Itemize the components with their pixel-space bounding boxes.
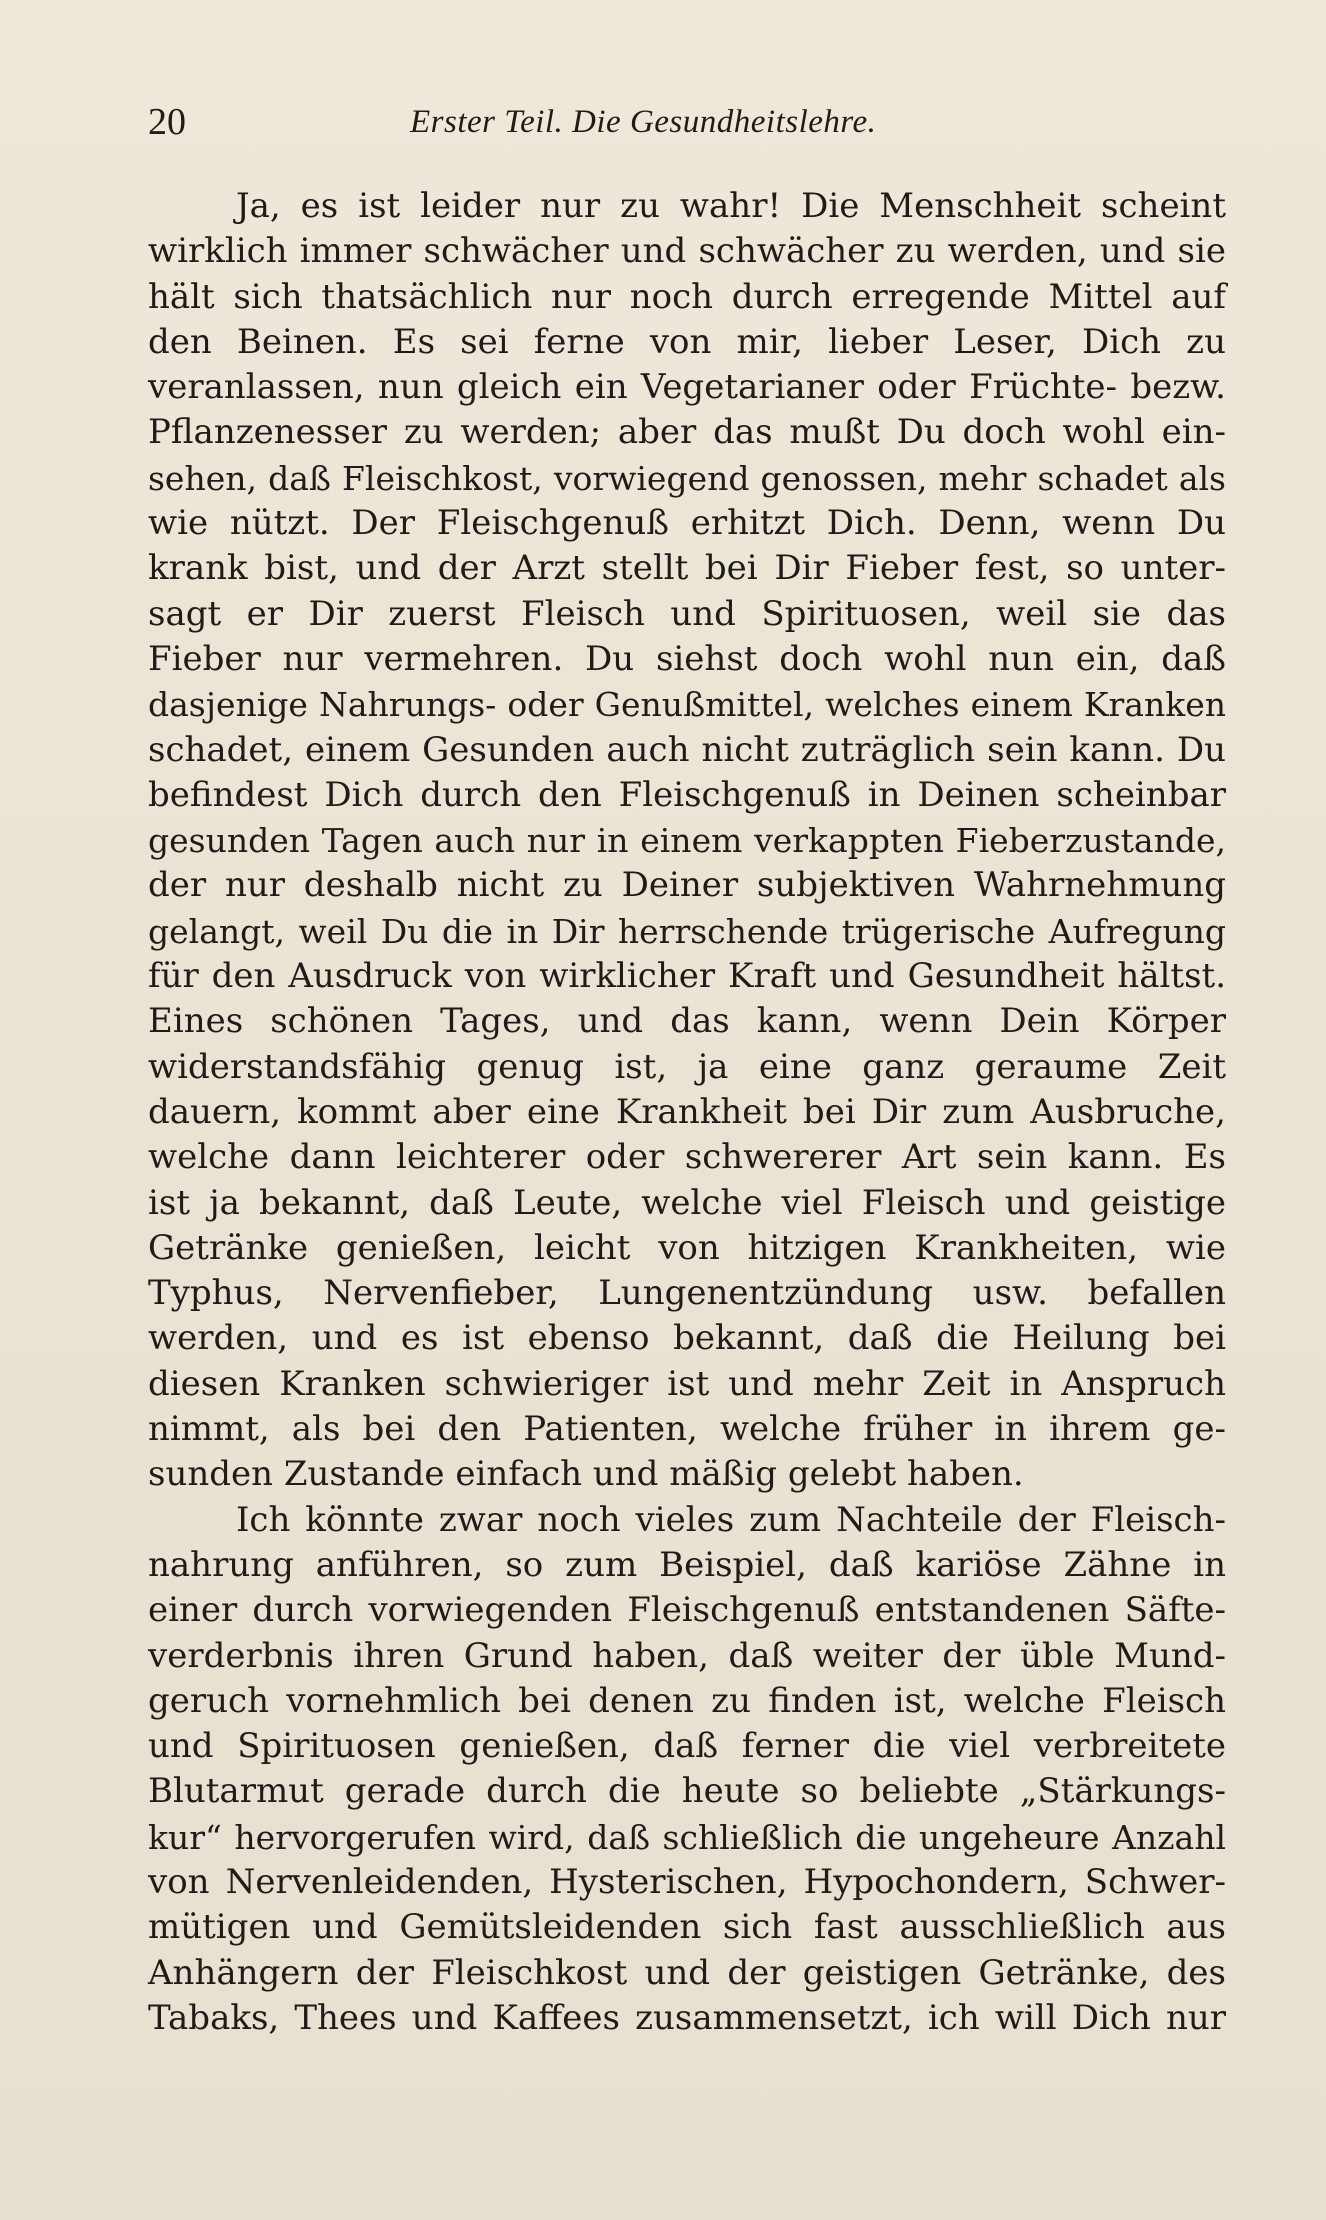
text-line: Pflanzenesser zu werden; aber das mußt Du doch wohl ein-: [148, 412, 1226, 453]
text-line: verderbnis ihren Grund haben, daß weiter der üble Mund-: [148, 1635, 1226, 1676]
text-line: nimmt, als bei den Patienten, welche früher in ihrem ge-: [148, 1409, 1226, 1450]
text-line: ist ja bekannt, daß Leute, welche viel Fleisch und geistige: [148, 1182, 1226, 1223]
text-line: mütigen und Gemütsleidenden sich fast ausschließlich aus: [148, 1907, 1226, 1948]
text-line: und Spirituosen genießen, daß ferner die viel verbreitete: [148, 1726, 1226, 1767]
text-line: einer durch vorwiegenden Fleischgenuß entstandenen Säfte-: [148, 1590, 1226, 1631]
text-line: befindest Dich durch den Fleischgenuß in Deinen scheinbar: [148, 774, 1226, 815]
body-text: [148, 184, 1226, 2041]
text-line: Anhängern der Fleischkost und der geistigen Getränke, des: [148, 1952, 1226, 1993]
page-number: 20: [148, 101, 186, 143]
text-line: den Beinen. Es sei ferne von mir, lieber Leser, Dich zu: [148, 321, 1226, 362]
text-line: von Nervenleidenden, Hysterischen, Hypochondern, Schwer-: [148, 1861, 1226, 1902]
paragraph-1: [148, 184, 1226, 1498]
text-line: veranlassen, nun gleich ein Vegetarianer oder Früchte- bezw.: [148, 367, 1226, 408]
text-line: hält sich thatsächlich nur noch durch erregende Mittel auf: [148, 276, 1226, 317]
text-line: der nur deshalb nicht zu Deiner subjektiven Wahrnehmung: [148, 865, 1226, 906]
text-line: wirklich immer schwächer und schwächer zu werden, und sie: [148, 231, 1226, 272]
text-line: dasjenige Nahrungs- oder Genußmittel, welches einem Kranken: [148, 685, 1226, 725]
text-line: sehen, daß Fleischkost, vorwiegend genossen, mehr schadet als: [148, 458, 1226, 498]
text-line: werden, und es ist ebenso bekannt, daß die Heilung bei: [148, 1318, 1226, 1359]
text-line: welche dann leichterer oder schwererer Art sein kann. Es: [148, 1137, 1226, 1178]
text-line: Fieber nur vermehren. Du siehst doch wohl nun ein, daß: [148, 638, 1226, 679]
text-line: diesen Kranken schwieriger ist und mehr Zeit in Anspruch: [148, 1363, 1226, 1404]
text-line: krank bist, und der Arzt stellt bei Dir Fieber fest, so unter-: [148, 548, 1226, 589]
text-line: gesunden Tagen auch nur in einem verkappten Fieberzustande,: [148, 821, 1226, 861]
text-line: Eines schönen Tages, und das kann, wenn Dein Körper: [148, 1001, 1226, 1042]
text-line: kur“ hervorgerufen wird, daß schließlich die ungeheure Anzahl: [148, 1817, 1226, 1857]
text-line: nahrung anführen, so zum Beispiel, daß kariöse Zähne in: [148, 1544, 1226, 1585]
text-line: schadet, einem Gesunden auch nicht zuträglich sein kann. Du: [148, 729, 1226, 770]
text-line: sagt er Dir zuerst Fleisch und Spirituosen, weil sie das: [148, 593, 1226, 634]
text-line: Getränke genießen, leicht von hitzigen Krankheiten, wie: [148, 1227, 1226, 1268]
running-head: [148, 100, 1228, 156]
running-title: Erster Teil. Die Gesundheitslehre.: [410, 104, 877, 140]
text-line: Tabaks, Thees und Kaffees zusammensetzt, ich will Dich nur: [148, 1997, 1226, 2038]
text-line: für den Ausdruck von wirklicher Kraft und Gesundheit hältst.: [148, 956, 1226, 997]
text-line: Blutarmut gerade durch die heute so beliebte „Stärkungs-: [148, 1771, 1226, 1812]
text-line: sunden Zustande einfach und mäßig gelebt haben.: [148, 1454, 1024, 1495]
text-line: Typhus, Nervenfieber, Lungenentzündung usw. befallen: [148, 1273, 1226, 1314]
text-line: gelangt, weil Du die in Dir herrschende trügerische Aufregung: [148, 911, 1226, 951]
paragraph-2: [148, 1498, 1226, 2042]
text-line: Ja, es ist leider nur zu wahr! Die Menschheit scheint: [236, 186, 1226, 226]
text-line: widerstandsfähig genug ist, ja eine ganz geraume Zeit: [148, 1046, 1226, 1087]
text-line: geruch vornehmlich bei denen zu finden ist, welche Fleisch: [148, 1680, 1226, 1721]
text-line: dauern, kommt aber eine Krankheit bei Dir zum Ausbruche,: [148, 1091, 1226, 1132]
text-line: Ich könnte zwar noch vieles zum Nachteile der Fleisch-: [236, 1499, 1226, 1540]
text-line: wie nützt. Der Fleischgenuß erhitzt Dich. Denn, wenn Du: [148, 503, 1226, 544]
